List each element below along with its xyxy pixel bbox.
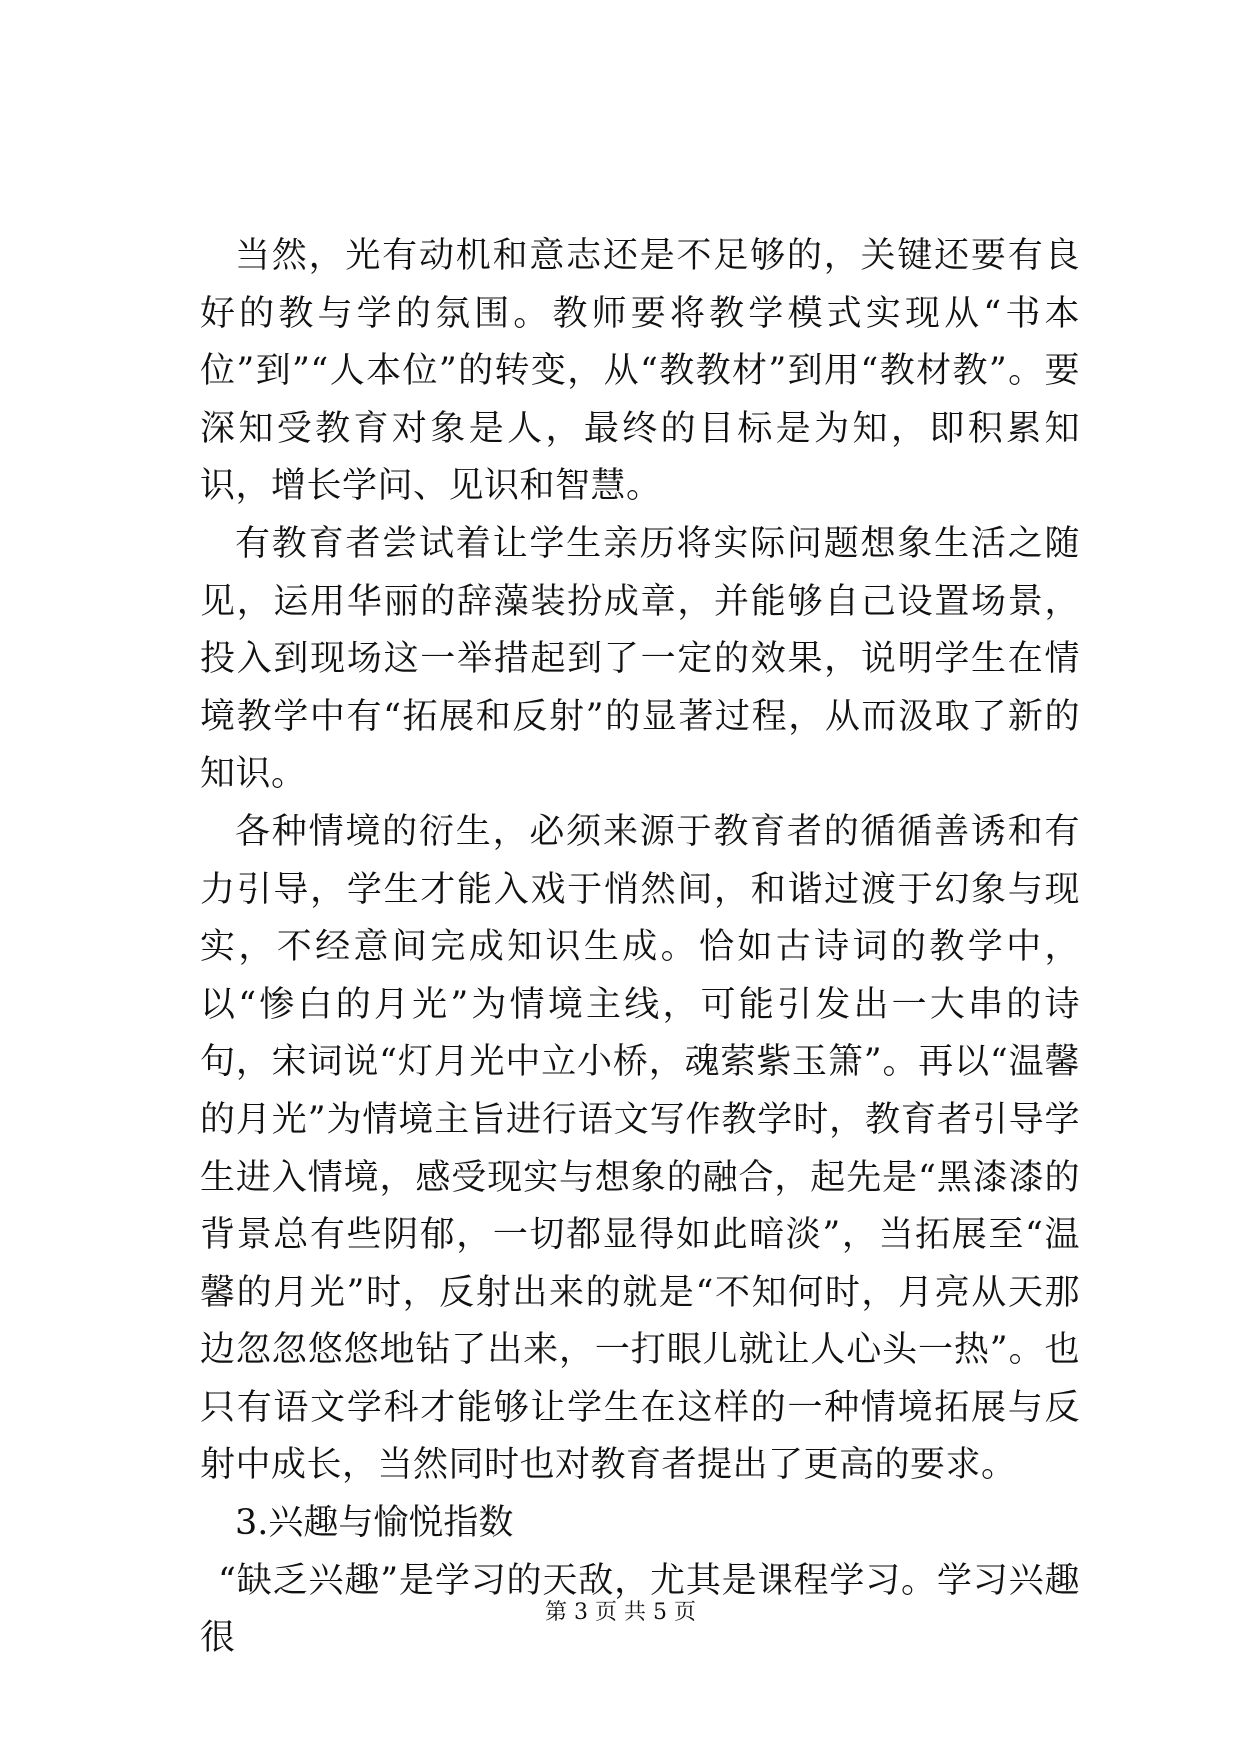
document-body (200, 228, 1080, 1668)
paragraph-3: 各种情境的衍生，必须来源于教育者的循循善诱和有力引导，学生才能入戏于悄然间，和谐过渡于幻象与现实，不经意间完成知识生成。恰如古诗词的教学中，以“惨白的月光”为情境主线，可能引发出一大串的诗句，宋词说“灯月光中立小桥，魂萦紫玉箫”。再以“温馨的月光”为情境主旨进行语文写作教学时，教育者引导学生进入情境，感受现实与想象的融合，起先是“黑漆漆的背景总有些阴郁，一切都显得如此暗淡”，当拓展至“温馨的月光”时，反射出来的就是“不知何时，月亮从天那边忽忽悠悠地钻了出来，一打眼儿就让人心头一热”。也只有语文学科才能够让学生在这样的一种情境拓展与反射中成长，当然同时也对教育者提出了更高的要求。 (200, 811, 1080, 1486)
page-footer: 第 3 页 共 5 页 (545, 1600, 696, 1625)
section-heading: 3.兴趣与愉悦指数 (235, 1503, 514, 1544)
paragraph-1: 当然，光有动机和意志还是不足够的，关键还要有良好的教与学的氛围。教师要将教学模式实现从“书本位”到”“人本位”的转变，从“教教材”到用“教材教”。要深知受教育对象是人，最终的目标是为知，即积累知识，增长学问、见识和智慧。 (200, 236, 1080, 507)
paragraph-4: “缺乏兴趣”是学习的天敌，尤其是课程学习。学习兴趣很 (200, 1560, 1080, 1659)
paragraph-2: 有教育者尝试着让学生亲历将实际问题想象生活之随见，运用华丽的辞藻装扮成章，并能够自己设置场景，投入到现场这一举措起到了一定的效果，说明学生在情境教学中有“拓展和反射”的显著过程，从而汲取了新的知识。 (200, 523, 1080, 795)
